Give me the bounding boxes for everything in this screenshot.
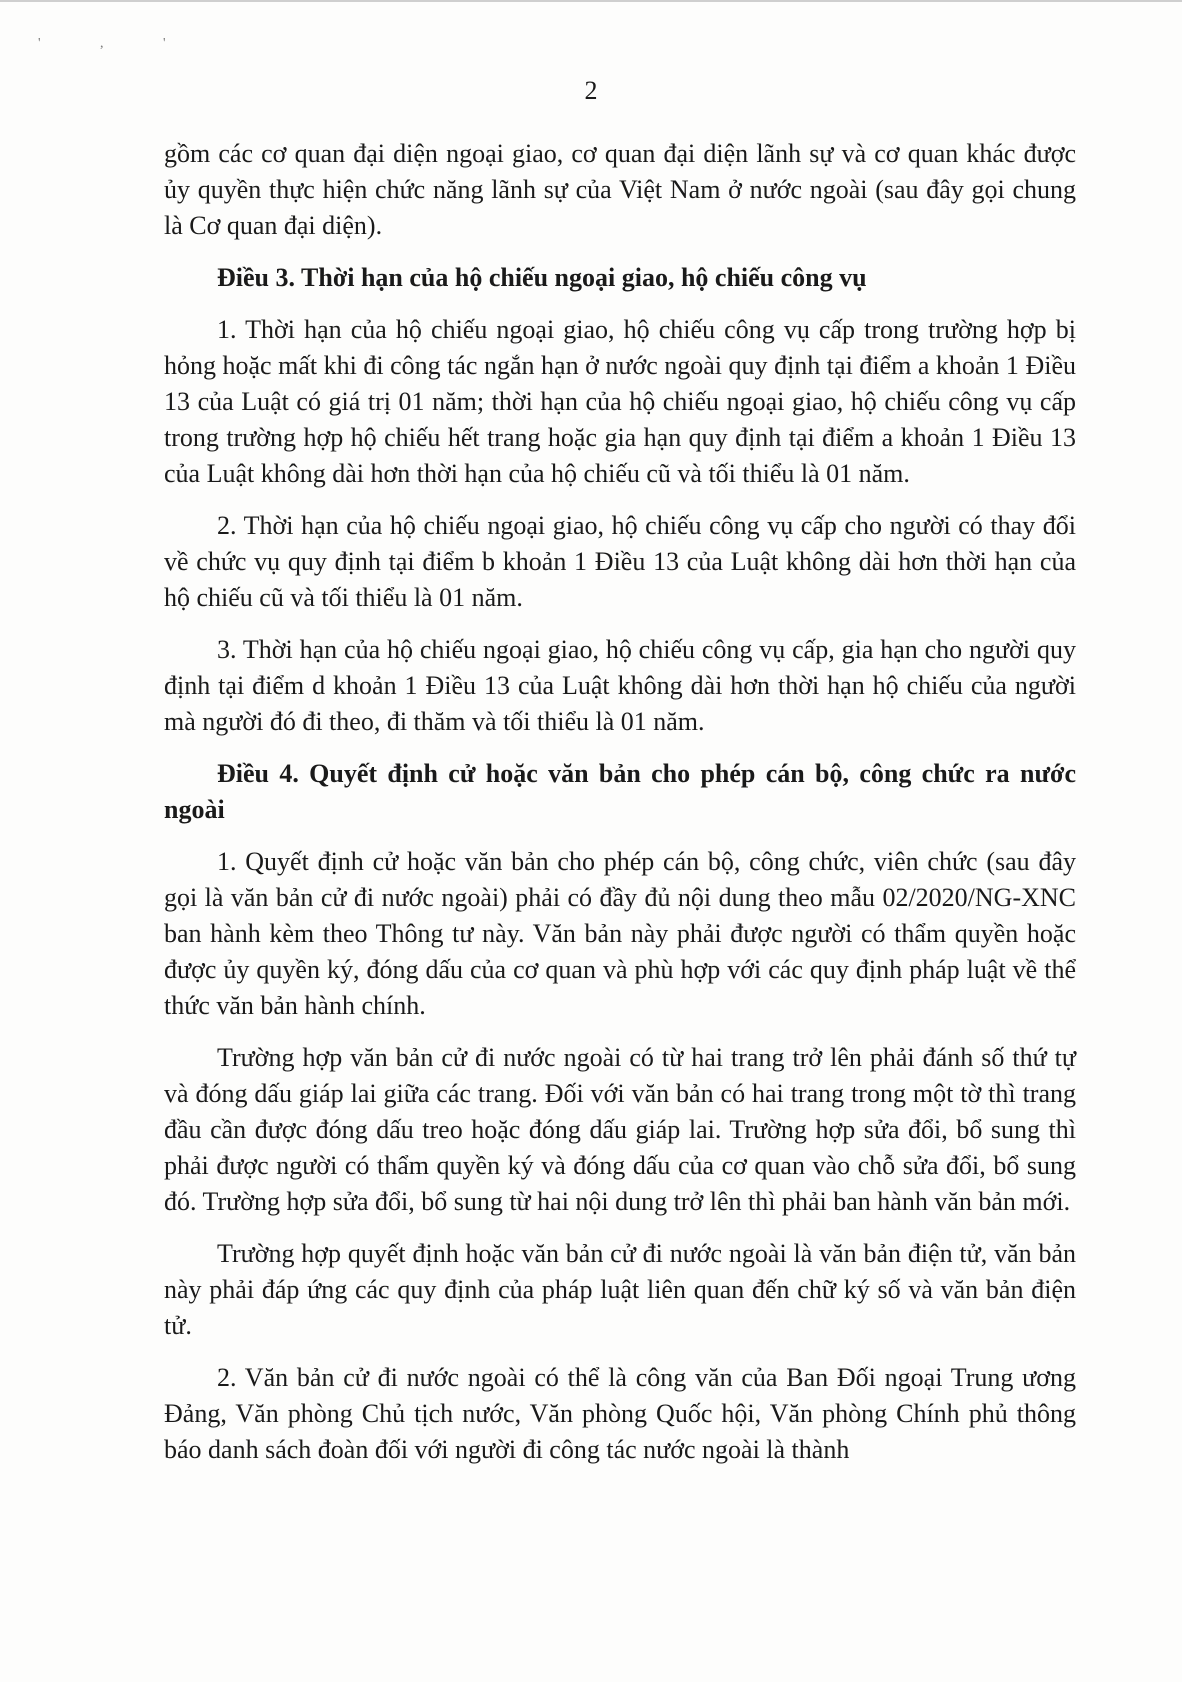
- article-3-clause-1: 1. Thời hạn của hộ chiếu ngoại giao, hộ chiếu công vụ cấp trong trường hợp bị hỏng hoặc mất khi đi công tác ngắn hạn ở nước ngoài quy định tại điểm a khoản 1 Điều 13 của Luật có giá trị 01 năm; thời hạn của hộ chiếu ngoại giao, hộ chiếu công vụ cấp trong trường hợp hộ chiếu hết trang hoặc gia hạn quy định tại điểm a khoản 1 Điều 13 của Luật không dài hơn thời hạn của hộ chiếu cũ và tối thiểu là 01 năm.: [164, 315, 1076, 488]
- article-4-heading: Điều 4. Quyết định cử hoặc văn bản cho phép cán bộ, công chức ra nước ngoài: [164, 759, 1076, 824]
- document-body: [164, 136, 1076, 1484]
- article-3-clause-2: 2. Thời hạn của hộ chiếu ngoại giao, hộ chiếu công vụ cấp cho người có thay đổi về chức vụ quy định tại điểm b khoản 1 Điều 13 của Luật không dài hơn thời hạn của hộ chiếu cũ và tối thiểu là 01 năm.: [164, 511, 1076, 612]
- article-4-clause-2: 2. Văn bản cử đi nước ngoài có thể là công văn của Ban Đối ngoại Trung ương Đảng, Văn phòng Chủ tịch nước, Văn phòng Quốc hội, Văn phòng Chính phủ thông báo danh sách đoàn đối với người đi công tác nước ngoài là thành: [164, 1363, 1076, 1464]
- scan-top-edge: [0, 0, 1182, 2]
- paragraph-continued: gồm các cơ quan đại diện ngoại giao, cơ quan đại diện lãnh sự và cơ quan khác được ủy quyền thực hiện chức năng lãnh sự của Việt Nam ở nước ngoài (sau đây gọi chung là Cơ quan đại diện).: [164, 139, 1076, 240]
- article-3-heading: Điều 3. Thời hạn của hộ chiếu ngoại giao, hộ chiếu công vụ: [217, 263, 867, 292]
- article-4-paragraph-2: Trường hợp văn bản cử đi nước ngoài có từ hai trang trở lên phải đánh số thứ tự và đóng dấu giáp lai giữa các trang. Đối với văn bản có hai trang trong một tờ thì trang đầu cần được đóng dấu treo hoặc đóng dấu giáp lai. Trường hợp sửa đổi, bổ sung thì phải được người có thẩm quyền ký và đóng dấu của cơ quan vào chỗ sửa đổi, bổ sung đó. Trường hợp sửa đổi, bổ sung từ hai nội dung trở lên thì phải ban hành văn bản mới.: [164, 1043, 1076, 1216]
- page-number: 2: [584, 76, 598, 105]
- article-4-paragraph-3: Trường hợp quyết định hoặc văn bản cử đi nước ngoài là văn bản điện tử, văn bản này phải đáp ứng các quy định của pháp luật liên quan đến chữ ký số và văn bản điện tử.: [164, 1239, 1076, 1340]
- scan-marks: ' , ': [38, 36, 194, 51]
- article-4-clause-1: 1. Quyết định cử hoặc văn bản cho phép cán bộ, công chức, viên chức (sau đây gọi là văn bản cử đi nước ngoài) phải có đầy đủ nội dung theo mẫu 02/2020/NG-XNC ban hành kèm theo Thông tư này. Văn bản này phải được người có thẩm quyền hoặc được ủy quyền ký, đóng dấu của cơ quan và phù hợp với các quy định pháp luật về thể thức văn bản hành chính.: [164, 847, 1076, 1020]
- article-3-clause-3: 3. Thời hạn của hộ chiếu ngoại giao, hộ chiếu công vụ cấp, gia hạn cho người quy định tại điểm d khoản 1 Điều 13 của Luật không dài hơn thời hạn hộ chiếu của người mà người đó đi theo, đi thăm và tối thiểu là 01 năm.: [164, 635, 1076, 736]
